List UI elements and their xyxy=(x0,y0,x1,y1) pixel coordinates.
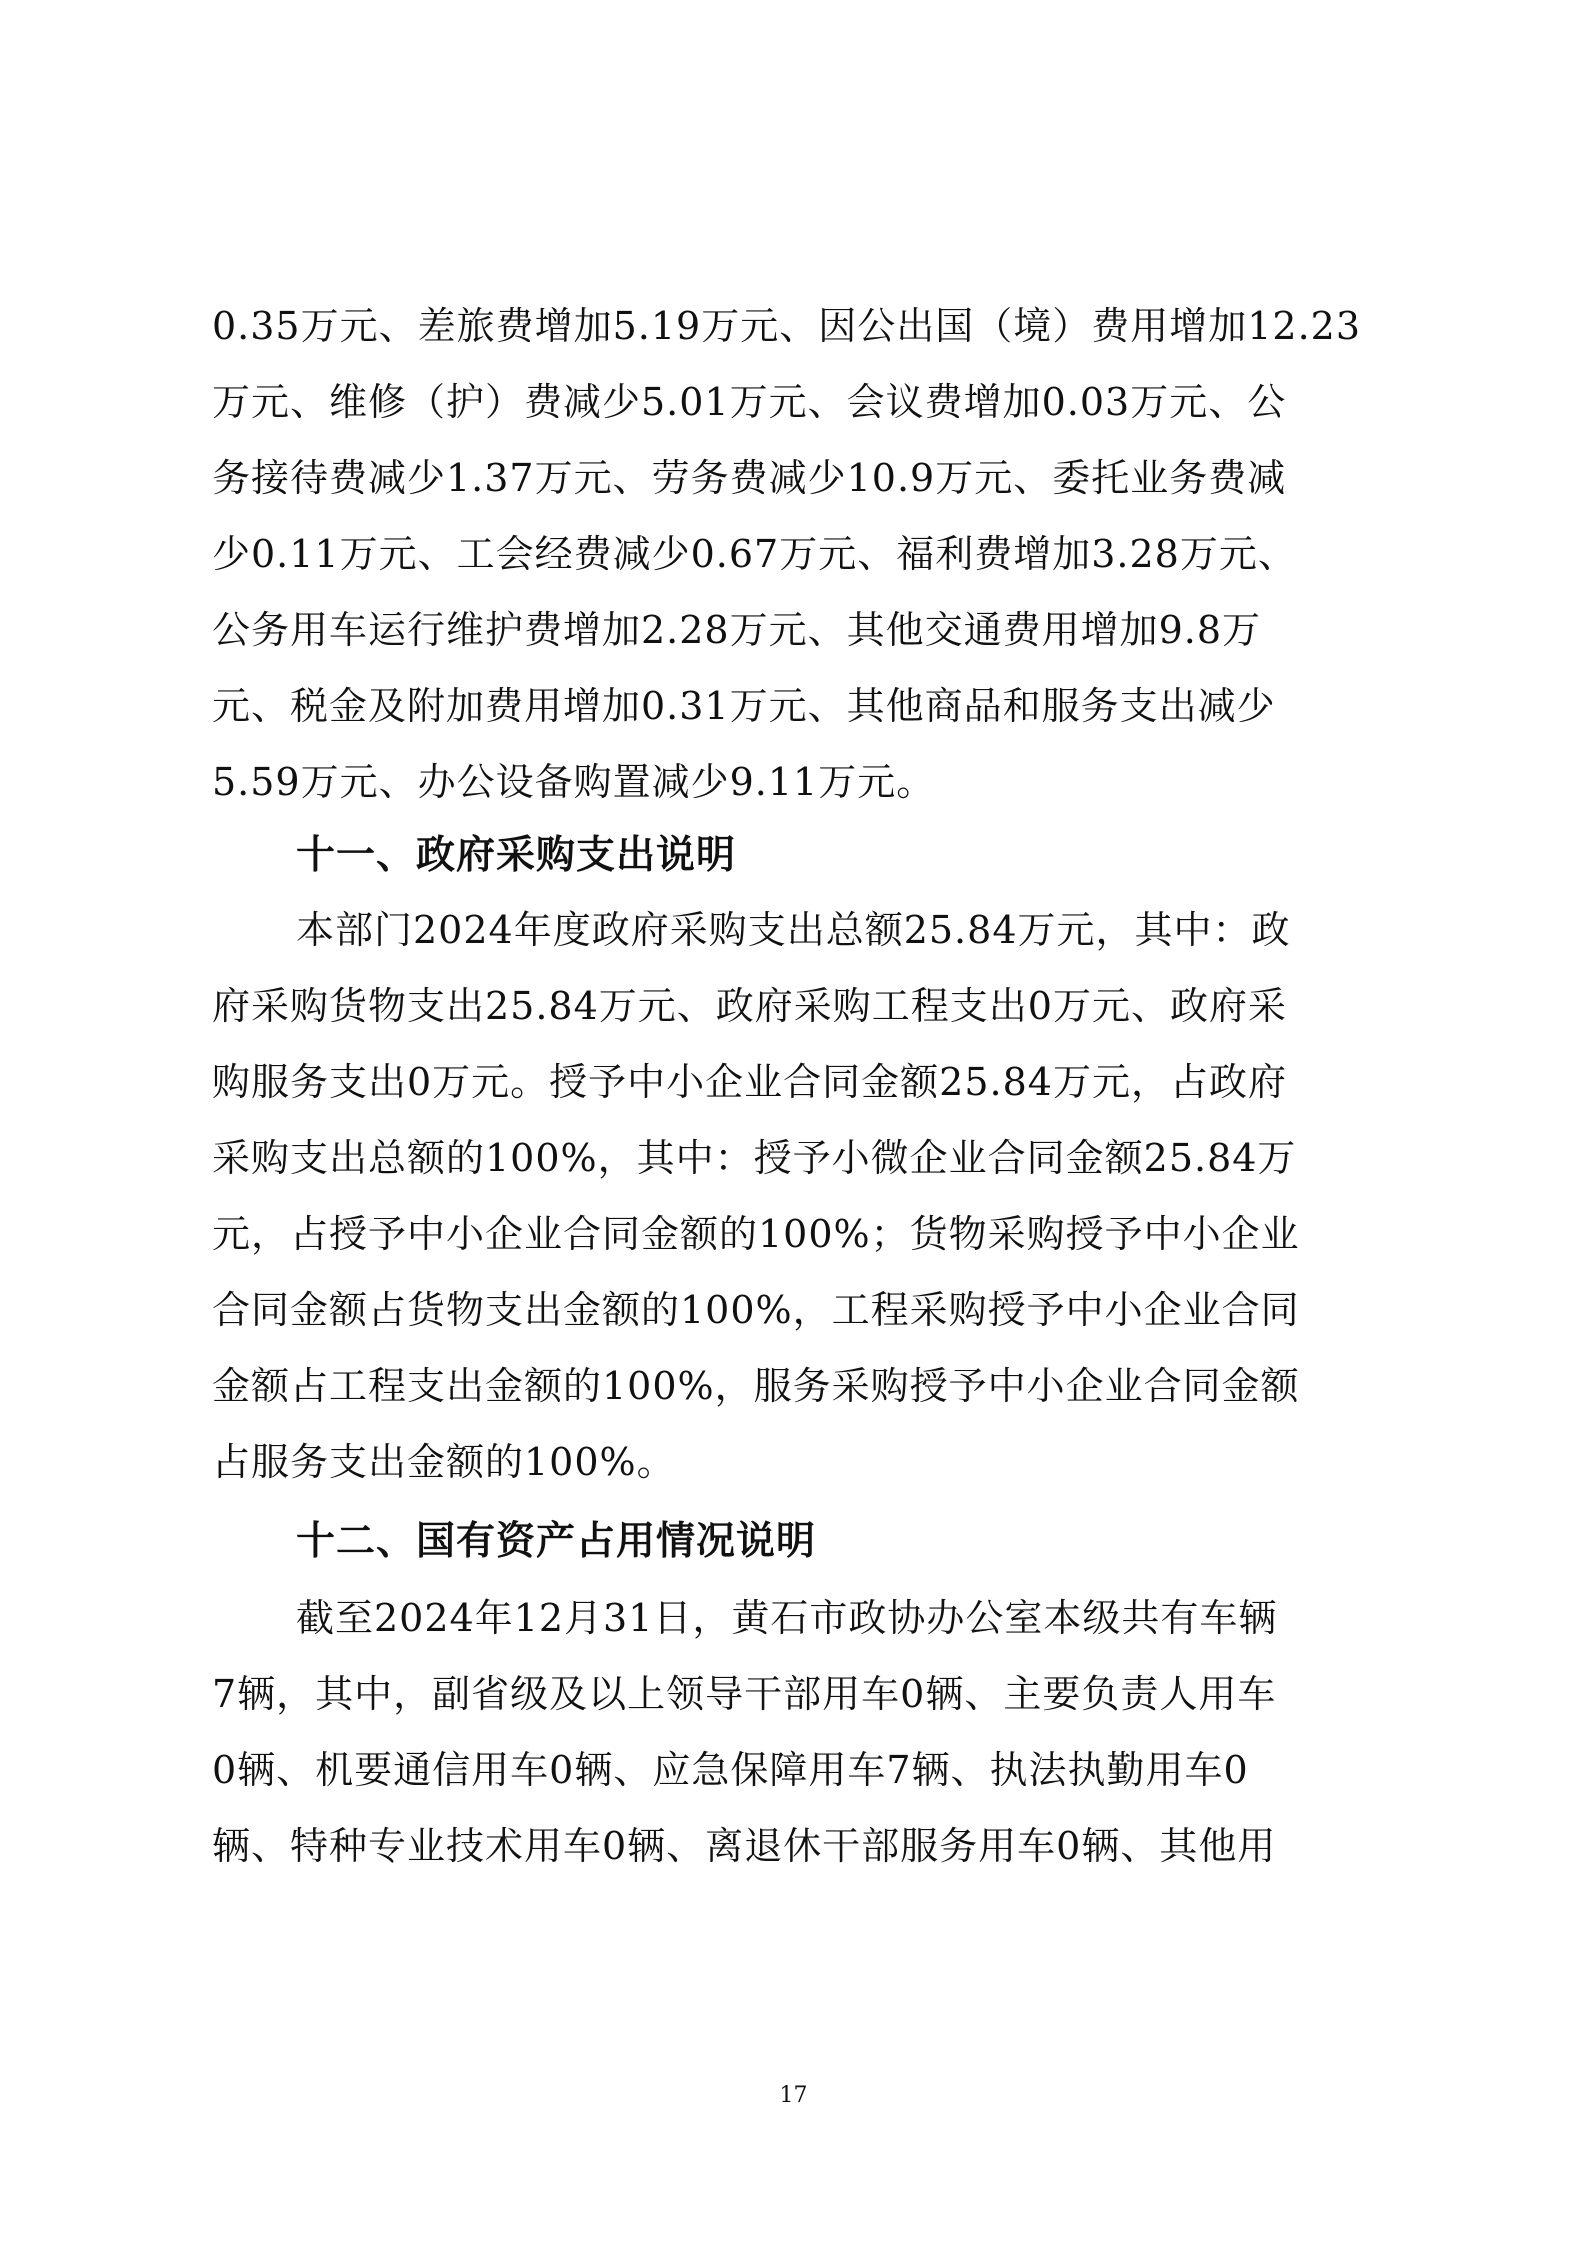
paragraph-line: 采购支出总额的100%，其中：授予小微企业合同金额25.84万 xyxy=(212,1136,1297,1180)
paragraph-line: 辆、特种专业技术用车0辆、离退休干部服务用车0辆、其他用 xyxy=(212,1824,1277,1868)
page-number: 17 xyxy=(779,2083,808,2108)
paragraph-line: 府采购货物支出25.84万元、政府采购工程支出0万元、政府采 xyxy=(212,984,1287,1028)
paragraph-line: 金额占工程支出金额的100%，服务采购授予中小企业合同金额 xyxy=(212,1364,1300,1408)
paragraph-line: 占服务支出金额的100%。 xyxy=(212,1440,676,1484)
section-heading: 十一、政府采购支出说明 xyxy=(296,833,737,878)
paragraph-line: 元，占授予中小企业合同金额的100%；货物采购授予中小企业 xyxy=(212,1212,1300,1256)
paragraph-line: 本部门2024年度政府采购支出总额25.84万元，其中：政 xyxy=(296,908,1291,952)
paragraph-line: 公务用车运行维护费增加2.28万元、其他交通费用增加9.8万 xyxy=(212,608,1262,652)
paragraph-line: 7辆，其中，副省级及以上领导干部用车0辆、主要负责人用车 xyxy=(212,1672,1277,1716)
paragraph-line: 万元、维修（护）费减少5.01万元、会议费增加0.03万元、公 xyxy=(212,380,1287,424)
paragraph-line: 0.35万元、差旅费增加5.19万元、因公出国（境）费用增加12.23 xyxy=(212,304,1362,348)
paragraph-line: 元、税金及附加费用增加0.31万元、其他商品和服务支出减少 xyxy=(212,684,1276,728)
paragraph-line: 购服务支出0万元。授予中小企业合同金额25.84万元，占政府 xyxy=(212,1060,1287,1104)
section-heading: 十二、国有资产占用情况说明 xyxy=(296,1519,817,1564)
paragraph-line: 务接待费减少1.37万元、劳务费减少10.9万元、委托业务费减 xyxy=(212,456,1287,500)
paragraph-line: 合同金额占货物支出金额的100%，工程采购授予中小企业合同 xyxy=(212,1288,1300,1332)
paragraph-line: 截至2024年12月31日，黄石市政协办公室本级共有车辆 xyxy=(296,1596,1278,1640)
paragraph-line: 少0.11万元、工会经费减少0.67万元、福利费增加3.28万元、 xyxy=(212,532,1297,576)
paragraph-line: 0辆、机要通信用车0辆、应急保障用车7辆、执法执勤用车0 xyxy=(212,1748,1249,1792)
paragraph-line: 5.59万元、办公设备购置减少9.11万元。 xyxy=(212,760,936,804)
